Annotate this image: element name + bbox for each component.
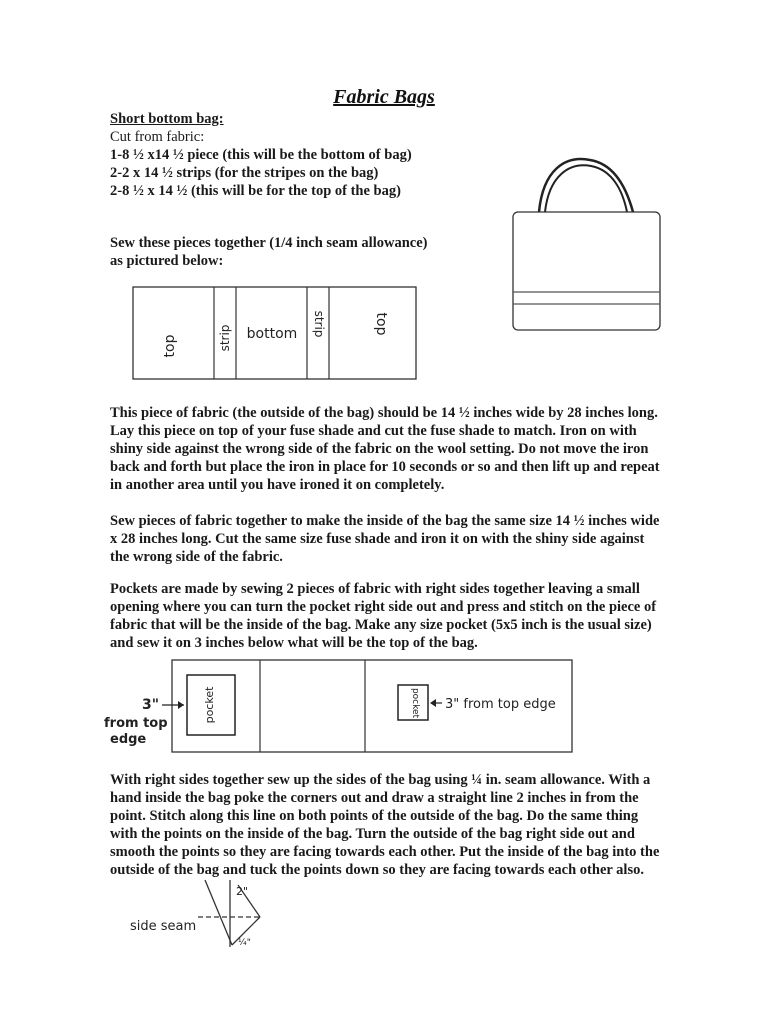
panel-diagram [132,286,418,382]
cut-line: Cut from fabric: [110,129,205,145]
cut-line: 2-8 ½ x 14 ½ (this will be for the top of the bag) [110,183,401,199]
label-top-left: top [162,334,178,358]
section-heading: Short bottom bag: [110,111,224,127]
paragraph [110,404,665,494]
measure-label: 2" [236,885,249,898]
pocket-right-label: pocket [410,687,420,719]
bag-sketch [505,150,665,340]
paragraph-text: Pockets are made by sewing 2 pieces of fabric with right sides together leaving a small opening where you can turn the pocket right side out and press and stitch on the piece of fabric that will be the inside of the bag. Make any size pocket (5x5 inch is the usual size) and sew it on 3 inches below what will be the top of the bag. [110,581,657,651]
label-strip-right: strip [312,310,326,338]
label-bottom: bottom [246,326,298,342]
small-measure-label: ¼" [238,938,251,948]
paragraph [110,512,665,566]
paragraph [110,771,665,879]
left-measure: 3" [142,697,160,713]
right-note: 3" from top edge [445,697,556,712]
sew-instructions [110,234,510,270]
left-note-1: from top [104,716,168,731]
cut-line: 2-2 x 14 ½ strips (for the stripes on the bag) [110,165,379,181]
label-strip-left: strip [218,324,232,352]
paragraph-text: Sew pieces of fabric together to make the inside of the bag the same size 14 ½ inches wide x 28 inches long. Cut the same size fuse shade and iron it on with the shiny side against the wrong side of the fabric. [110,513,660,565]
cut-list [110,110,540,200]
corner-diagram [128,875,278,950]
paragraph-text: With right sides together sew up the sides of the bag using ¼ in. seam allowance. With a hand inside the bag poke the corners out and draw a straight line 2 inches in from the point. Stitch along this line on both points of the outside of the bag. Do the same thing with the points on the inside of the bag. Turn the outside of the bag right side out and smooth the points so they are facing towards each other. Put the inside of the bag into the outside of the bag and tuck the points down so they are facing towards each other also. [110,772,660,878]
pocket-diagram [100,655,600,760]
sew-line: Sew these pieces together (1/4 inch seam allowance) [110,235,428,251]
paragraph-text: This piece of fabric (the outside of the bag) should be 14 ½ inches wide by 28 inches long. Lay this piece on top of your fuse shade and cut the fuse shade to match. Iron on with shiny side against the wrong side of the fabric on the wool setting. Do not move the iron back and forth but place the iron in place for 10 seconds or so and then lift up and repeat in another area until you have ironed it on completely. [110,405,660,493]
pocket-left-label: pocket [203,686,216,724]
paragraph [110,580,665,652]
cut-line: 1-8 ½ x14 ½ piece (this will be the bottom of bag) [110,147,412,163]
page-title: Fabric Bags [333,86,435,108]
side-seam-label: side seam [130,919,197,934]
left-note-2: edge [110,732,147,747]
sew-line: as pictured below: [110,253,224,269]
label-top-right: top [373,312,389,336]
